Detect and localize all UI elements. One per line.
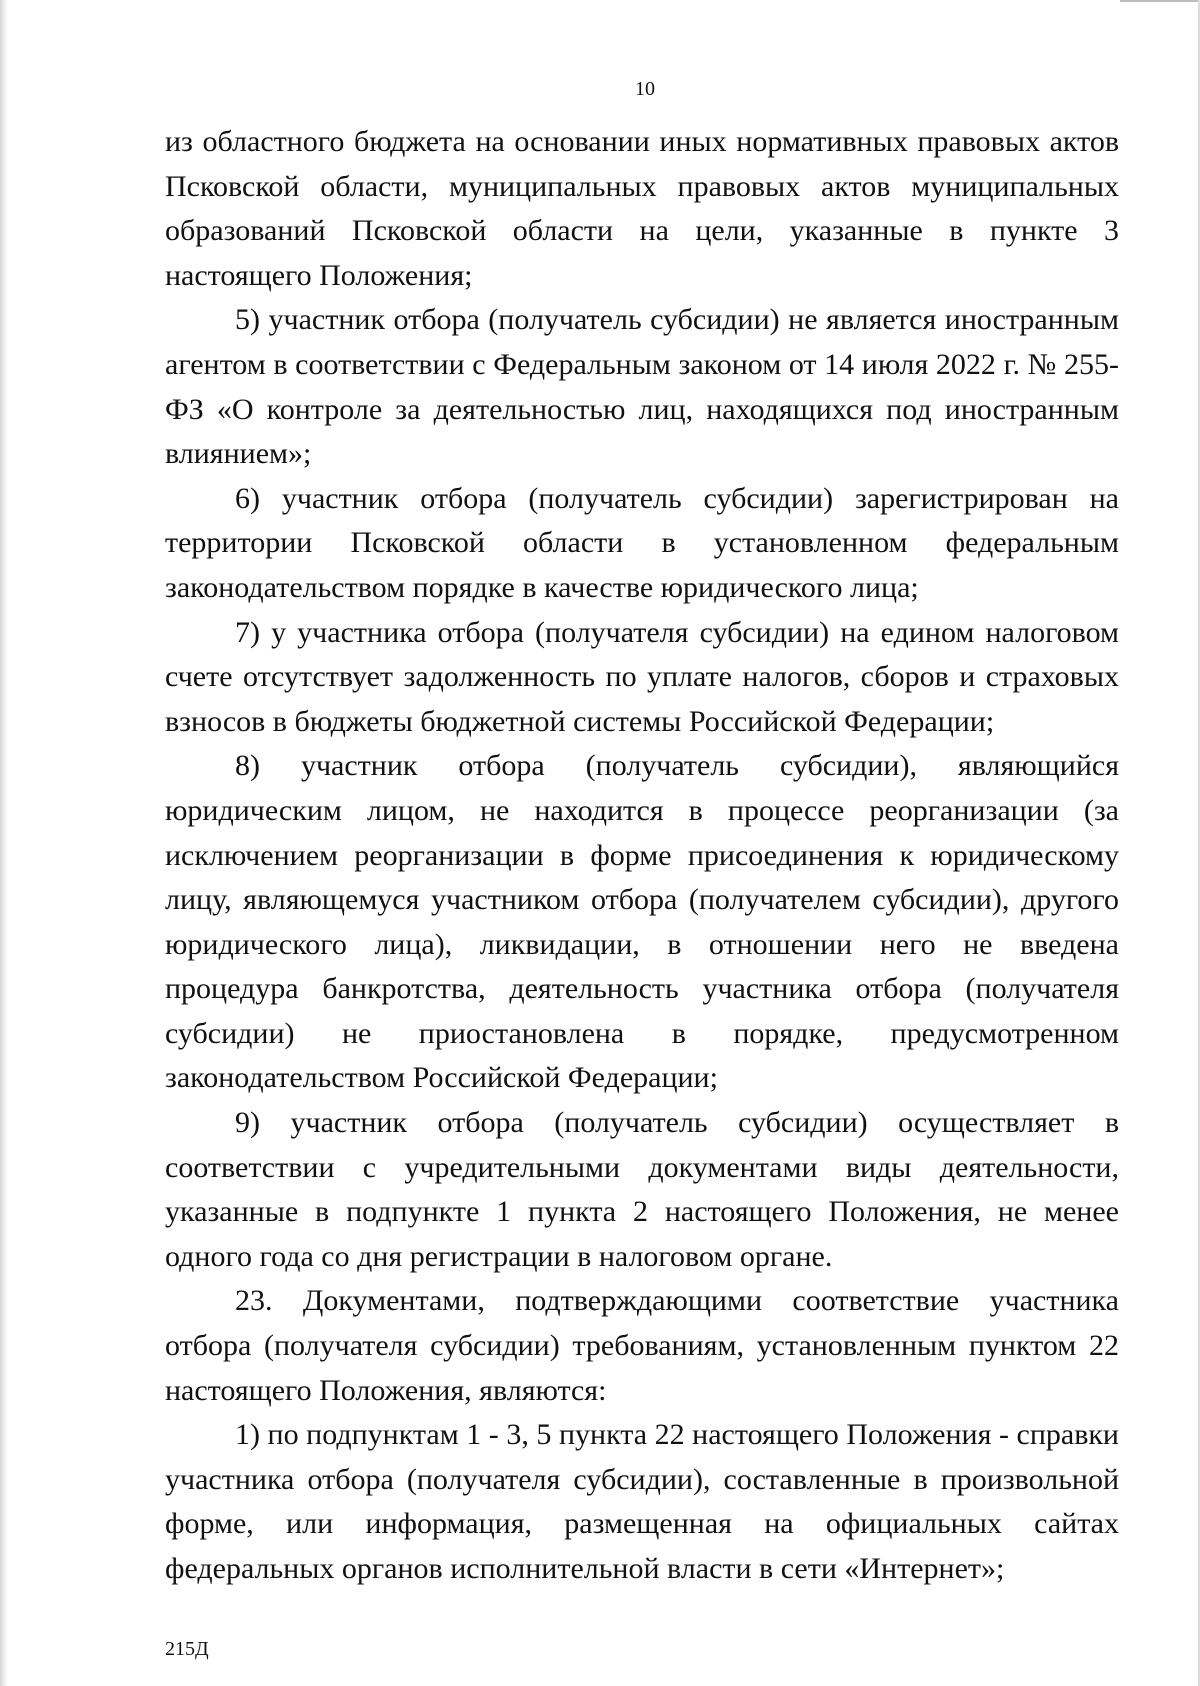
footer-document-code: 215Д [165, 1638, 209, 1660]
paragraph-continuation: из областного бюджета на основании иных нормативных правовых актов Псковской области, муниципальных правовых актов муниципальных образований Псковской области на цели, указанные в пункте 3 настоящего Положения; [165, 125, 1119, 292]
page-number: 10 [635, 78, 655, 100]
paragraph-item-5: 5) участник отбора (получатель субсидии) не является иностранным агентом в соответствии с Федеральным законом от 14 июля 2022 г. № 255-ФЗ «О контроле за деятельностью лиц, находящихся под иностранным влиянием»; [165, 303, 1119, 471]
document-body [165, 120, 1119, 1592]
scan-edge-left [0, 0, 8, 1686]
paragraph-item-8: 8) участник отбора (получатель субсидии), являющийся юридическим лицом, не находится в процессе реорганизации (за исключением реорганизации в форме присоединения к юридическому лицу, являющемуся участником отбора (получателем субсидии), другого юридического лица), ликвидации, в отношении него не введена процедура банкротства, деятельность участника отбора (получателя субсидии) не приостановлена в порядке, предусмотренном законодательством Российской Федерации; [165, 749, 1119, 1095]
paragraph-section-23-item-1: 1) по подпунктам 1 - 3, 5 пункта 22 настоящего Положения - справки участника отбора (получателя субсидии), составленные в произвольной форме, или информация, размещенная на официальных сайтах федеральных органов исполнительной власти в сети «Интернет»; [165, 1418, 1119, 1585]
paragraph-item-6: 6) участник отбора (получатель субсидии) зарегистрирован на территории Псковской области в установленном федеральным законодательством порядке в качестве юридического лица; [165, 481, 1119, 604]
paragraph-section-23: 23. Документами, подтверждающими соответствие участника отбора (получателя субсидии) требованиям, установленным пунктом 22 настоящего Положения, являются: [165, 1284, 1119, 1407]
paragraph-item-9: 9) участник отбора (получатель субсидии) осуществляет в соответствии с учредительными документами виды деятельности, указанные в подпункте 1 пункта 2 настоящего Положения, не менее одного года со дня регистрации в налоговом органе. [165, 1106, 1119, 1273]
paragraph-item-7: 7) у участника отбора (получателя субсидии) на едином налоговом счете отсутствует задолженность по уплате налогов, сборов и страховых взносов в бюджеты бюджетной системы Российской Федерации; [165, 615, 1119, 738]
scan-edge-top [1120, 0, 1200, 2]
